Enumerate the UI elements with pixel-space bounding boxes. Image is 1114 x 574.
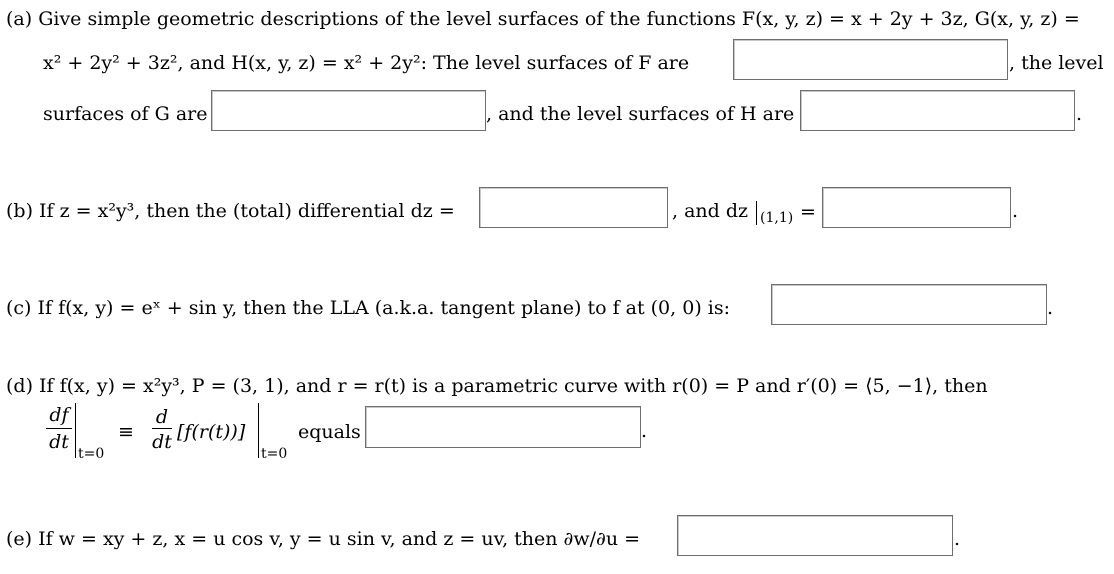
part-e-lead: (e) If w = xy + z, x = u cos v, y = u sin v, and z = uv, then ∂w/∂u =	[6, 528, 641, 550]
part-a-line-1: (a) Give simple geometric descriptions of the level surfaces of the functions F(x, y, z) = x + 2y + 3z, G(x, y, z) =	[6, 8, 1080, 30]
part-d-df-numerator: df	[49, 404, 69, 426]
part-b-equals: =	[800, 201, 816, 223]
part-d-subscript-1: t=0	[78, 446, 105, 462]
part-d-d-fraction-bar	[152, 428, 172, 429]
part-a-answer-f-level-surfaces[interactable]	[733, 39, 1008, 80]
part-d-answer-derivative[interactable]	[365, 406, 641, 448]
part-e-end-period: .	[954, 528, 961, 550]
part-a-line-3: surfaces of G are	[43, 103, 208, 125]
part-e-answer-partial[interactable]	[677, 515, 953, 556]
part-d-equals-word: equals	[298, 421, 361, 443]
part-b-eval-bar	[756, 201, 757, 225]
part-d-bracket-expression: [f(r(t))]	[177, 421, 246, 443]
part-d-end-period: .	[641, 420, 648, 442]
part-d-d-denominator: dt	[152, 431, 172, 453]
part-a-line-2: x² + 2y² + 3z², and H(x, y, z) = x² + 2y²: The level surfaces of F are	[43, 52, 690, 74]
part-b-answer-dz-at-1-1[interactable]	[822, 187, 1011, 228]
part-c-answer-lla[interactable]	[771, 284, 1047, 325]
part-d-line-1: (d) If f(x, y) = x²y³, P = (3, 1), and r = r(t) is a parametric curve with r(0) = P and r′(0) = ⟨5, −1⟩, then	[6, 375, 988, 397]
part-a-answer-g-level-surfaces[interactable]	[211, 90, 486, 131]
part-d-subscript-2: t=0	[261, 446, 288, 462]
part-b-eval-subscript: (1,1)	[760, 210, 794, 226]
part-d-eval-bar-2	[258, 403, 259, 458]
part-a-answer-h-level-surfaces[interactable]	[800, 90, 1075, 131]
part-d-eval-bar-1	[75, 403, 76, 458]
part-d-df-denominator: dt	[49, 431, 69, 453]
part-a-after-box-1: , the level	[1009, 52, 1104, 74]
part-d-equiv: ≡	[118, 421, 134, 443]
part-b-mid: , and dz	[672, 200, 749, 222]
part-c-lead: (c) If f(x, y) = eˣ + sin y, then the LLA (a.k.a. tangent plane) to f at (0, 0) is:	[6, 297, 730, 319]
part-a-end-period: .	[1076, 103, 1083, 125]
part-c-end-period: .	[1047, 297, 1054, 319]
part-d-df-fraction-bar	[46, 428, 72, 429]
part-d-d-numerator: d	[155, 406, 169, 428]
part-b-answer-dz[interactable]	[479, 187, 668, 228]
part-a-after-box-2: , and the level surfaces of H are	[486, 103, 795, 125]
part-b-end-period: .	[1012, 200, 1019, 222]
part-b-lead: (b) If z = x²y³, then the (total) differential dz =	[6, 200, 455, 222]
